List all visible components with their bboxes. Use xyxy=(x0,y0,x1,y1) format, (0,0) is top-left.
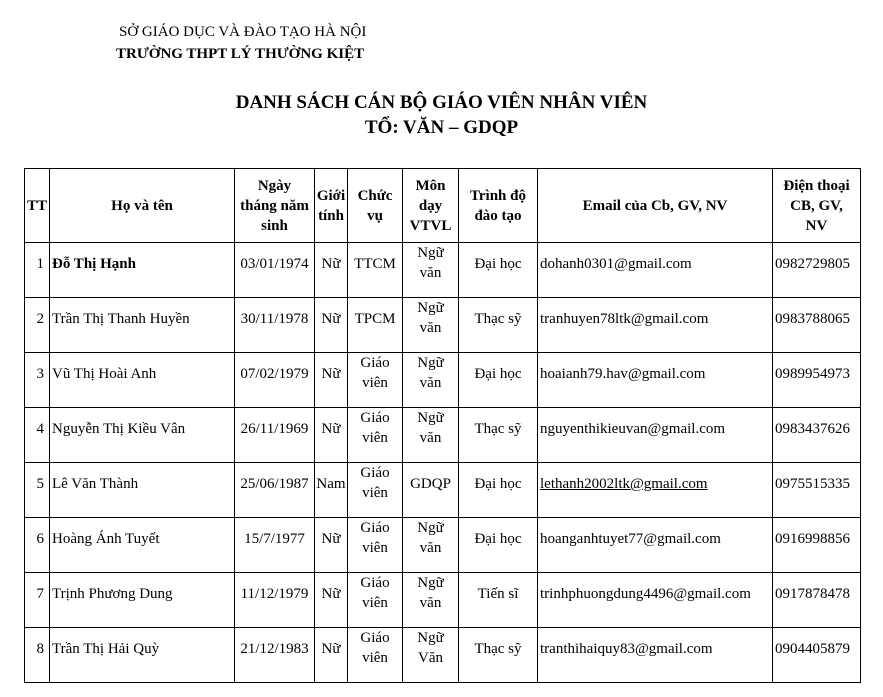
column-header-role xyxy=(348,169,403,243)
subject-line: Ngữ xyxy=(417,630,444,646)
header-text: Trình độ xyxy=(470,187,526,204)
position xyxy=(348,353,402,393)
column-header-email xyxy=(538,169,773,243)
staff-name: Trần Thị Hải Quỳ xyxy=(52,641,160,657)
phone: 0983788065 xyxy=(775,311,850,327)
subject xyxy=(403,518,458,558)
position-line: Giáo xyxy=(360,355,390,371)
birth-date: 30/11/1978 xyxy=(240,311,309,327)
position-line: viên xyxy=(362,595,388,611)
department-name: SỞ GIÁO DỤC VÀ ĐÀO TẠO HÀ NỘI xyxy=(119,24,367,40)
column-header-tt xyxy=(25,169,50,243)
subject xyxy=(403,353,458,393)
position xyxy=(348,573,402,613)
staff-name: Trần Thị Thanh Huyền xyxy=(52,311,190,327)
email[interactable]: lethanh2002ltk@gmail.com xyxy=(540,476,708,492)
table-row xyxy=(25,518,861,573)
table-row xyxy=(25,408,861,463)
staff-name: Vũ Thị Hoài Anh xyxy=(52,366,157,382)
gender: Nữ xyxy=(321,531,341,547)
subject-line: văn xyxy=(419,265,442,281)
staff-table xyxy=(24,168,861,683)
position-line: viên xyxy=(362,540,388,556)
header-text: Môn xyxy=(415,177,446,194)
degree: Đại học xyxy=(474,531,522,547)
header-text: sinh xyxy=(261,217,288,234)
email[interactable]: tranhuyen78ltk@gmail.com xyxy=(540,311,709,327)
column-header-gender xyxy=(315,169,348,243)
staff-name: Hoàng Ánh Tuyết xyxy=(52,531,160,547)
position-line: viên xyxy=(362,485,388,501)
header-text: VTVL xyxy=(409,217,452,234)
table-row xyxy=(25,573,861,628)
position-line: Giáo xyxy=(360,520,390,536)
row-number: 4 xyxy=(36,421,44,437)
position-line: viên xyxy=(362,430,388,446)
table-row xyxy=(25,298,861,353)
birth-date: 11/12/1979 xyxy=(240,586,309,602)
table-row xyxy=(25,463,861,518)
header-text: Giới xyxy=(316,187,346,204)
column-header-degree xyxy=(459,169,538,243)
birth-date: 21/12/1983 xyxy=(240,641,309,657)
row-number: 3 xyxy=(36,366,44,382)
degree: Thạc sỹ xyxy=(474,421,522,437)
degree: Đại học xyxy=(474,476,522,492)
position-line: Giáo xyxy=(360,465,390,481)
degree: Thạc sỹ xyxy=(474,311,522,327)
header-text: NV xyxy=(805,217,828,234)
subject xyxy=(403,408,458,448)
staff-name: Lê Văn Thành xyxy=(52,476,139,492)
subject-line: Ngữ xyxy=(417,410,444,426)
table-row xyxy=(25,628,861,683)
row-number: 6 xyxy=(36,531,44,547)
email[interactable]: hoanganhtuyet77@gmail.com xyxy=(540,531,721,547)
birth-date: 26/11/1969 xyxy=(240,421,309,437)
header-text: tính xyxy=(318,207,344,224)
header-text: Ngày xyxy=(257,177,292,194)
row-number: 2 xyxy=(36,311,44,327)
birth-date: 15/7/1977 xyxy=(244,531,305,547)
header-text: TT xyxy=(26,197,47,214)
subject-line: văn xyxy=(419,595,442,611)
table-row xyxy=(25,353,861,408)
position xyxy=(348,298,402,329)
birth-date: 25/06/1987 xyxy=(240,476,309,492)
staff-name: Đỗ Thị Hạnh xyxy=(52,256,136,272)
row-number: 7 xyxy=(36,586,44,602)
subject-line: văn xyxy=(419,540,442,556)
staff-name: Trịnh Phương Dung xyxy=(52,586,173,602)
subject xyxy=(403,243,458,283)
column-header-dob xyxy=(235,169,315,243)
phone: 0982729805 xyxy=(775,256,850,272)
position xyxy=(348,463,402,503)
header-text: Điện thoại xyxy=(783,177,850,194)
phone: 0916998856 xyxy=(775,531,850,547)
subject xyxy=(403,463,458,494)
row-number: 8 xyxy=(36,641,44,657)
phone: 0917878478 xyxy=(775,586,850,602)
position xyxy=(348,518,402,558)
phone: 0989954973 xyxy=(775,366,850,382)
gender: Nam xyxy=(316,476,346,492)
subject-line: văn xyxy=(419,375,442,391)
header-text: tháng năm xyxy=(240,197,309,214)
email[interactable]: tranthihaiquy83@gmail.com xyxy=(540,641,713,657)
degree: Đại học xyxy=(474,366,522,382)
header-text: vụ xyxy=(367,207,383,224)
staff-name: Nguyễn Thị Kiều Vân xyxy=(52,421,186,437)
position-line: viên xyxy=(362,650,388,666)
row-number: 1 xyxy=(36,256,44,272)
position-line: TPCM xyxy=(354,311,396,327)
header-text: dạy xyxy=(418,197,443,214)
position xyxy=(348,408,402,448)
email[interactable]: dohanh0301@gmail.com xyxy=(540,256,692,272)
header-text: Họ và tên xyxy=(111,197,173,214)
subject-line: Ngữ xyxy=(417,520,444,536)
position-line: Giáo xyxy=(360,410,390,426)
subject-line: Ngữ xyxy=(417,575,444,591)
school-name: TRƯỜNG THPT LÝ THƯỜNG KIỆT xyxy=(116,46,365,62)
email[interactable]: nguyenthikieuvan@gmail.com xyxy=(540,421,726,437)
column-header-phone xyxy=(773,169,861,243)
gender: Nữ xyxy=(321,421,341,437)
subject-line: Văn xyxy=(418,650,443,666)
gender: Nữ xyxy=(321,311,341,327)
page-title: DANH SÁCH CÁN BỘ GIÁO VIÊN NHÂN VIÊN xyxy=(235,92,648,113)
gender: Nữ xyxy=(321,641,341,657)
subject-line: Ngữ xyxy=(417,245,444,261)
row-number: 5 xyxy=(36,476,44,492)
table-header-row xyxy=(25,169,861,243)
table-row xyxy=(25,243,861,298)
position-line: Giáo xyxy=(360,575,390,591)
birth-date: 03/01/1974 xyxy=(240,256,309,272)
phone: 0904405879 xyxy=(775,641,850,657)
position xyxy=(348,243,402,274)
subject xyxy=(403,298,458,338)
degree: Thạc sỹ xyxy=(474,641,522,657)
page-subtitle: TỔ: VĂN – GDQP xyxy=(364,117,519,138)
email[interactable]: hoaianh79.hav@gmail.com xyxy=(540,366,706,382)
degree: Tiến sĩ xyxy=(477,586,519,602)
subject-line: Ngữ xyxy=(417,355,444,371)
column-header-name xyxy=(50,169,235,243)
position-line: TTCM xyxy=(354,256,396,272)
degree: Đại học xyxy=(474,256,522,272)
header-text: Chức xyxy=(357,187,393,204)
gender: Nữ xyxy=(321,256,341,272)
header-text: Email của Cb, GV, NV xyxy=(582,197,728,214)
email[interactable]: trinhphuongdung4496@gmail.com xyxy=(540,586,751,602)
phone: 0975515335 xyxy=(775,476,850,492)
subject-line: văn xyxy=(419,430,442,446)
subject-line: GDQP xyxy=(410,476,451,492)
position-line: viên xyxy=(362,375,388,391)
subject-line: văn xyxy=(419,320,442,336)
position-line: Giáo xyxy=(360,630,390,646)
header-text: đào tạo xyxy=(474,207,522,224)
column-header-subject xyxy=(403,169,459,243)
subject-line: Ngữ xyxy=(417,300,444,316)
header-text: CB, GV, xyxy=(790,197,843,214)
phone: 0983437626 xyxy=(775,421,850,437)
gender: Nữ xyxy=(321,366,341,382)
subject xyxy=(403,628,458,668)
gender: Nữ xyxy=(321,586,341,602)
birth-date: 07/02/1979 xyxy=(240,366,309,382)
subject xyxy=(403,573,458,613)
position xyxy=(348,628,402,668)
